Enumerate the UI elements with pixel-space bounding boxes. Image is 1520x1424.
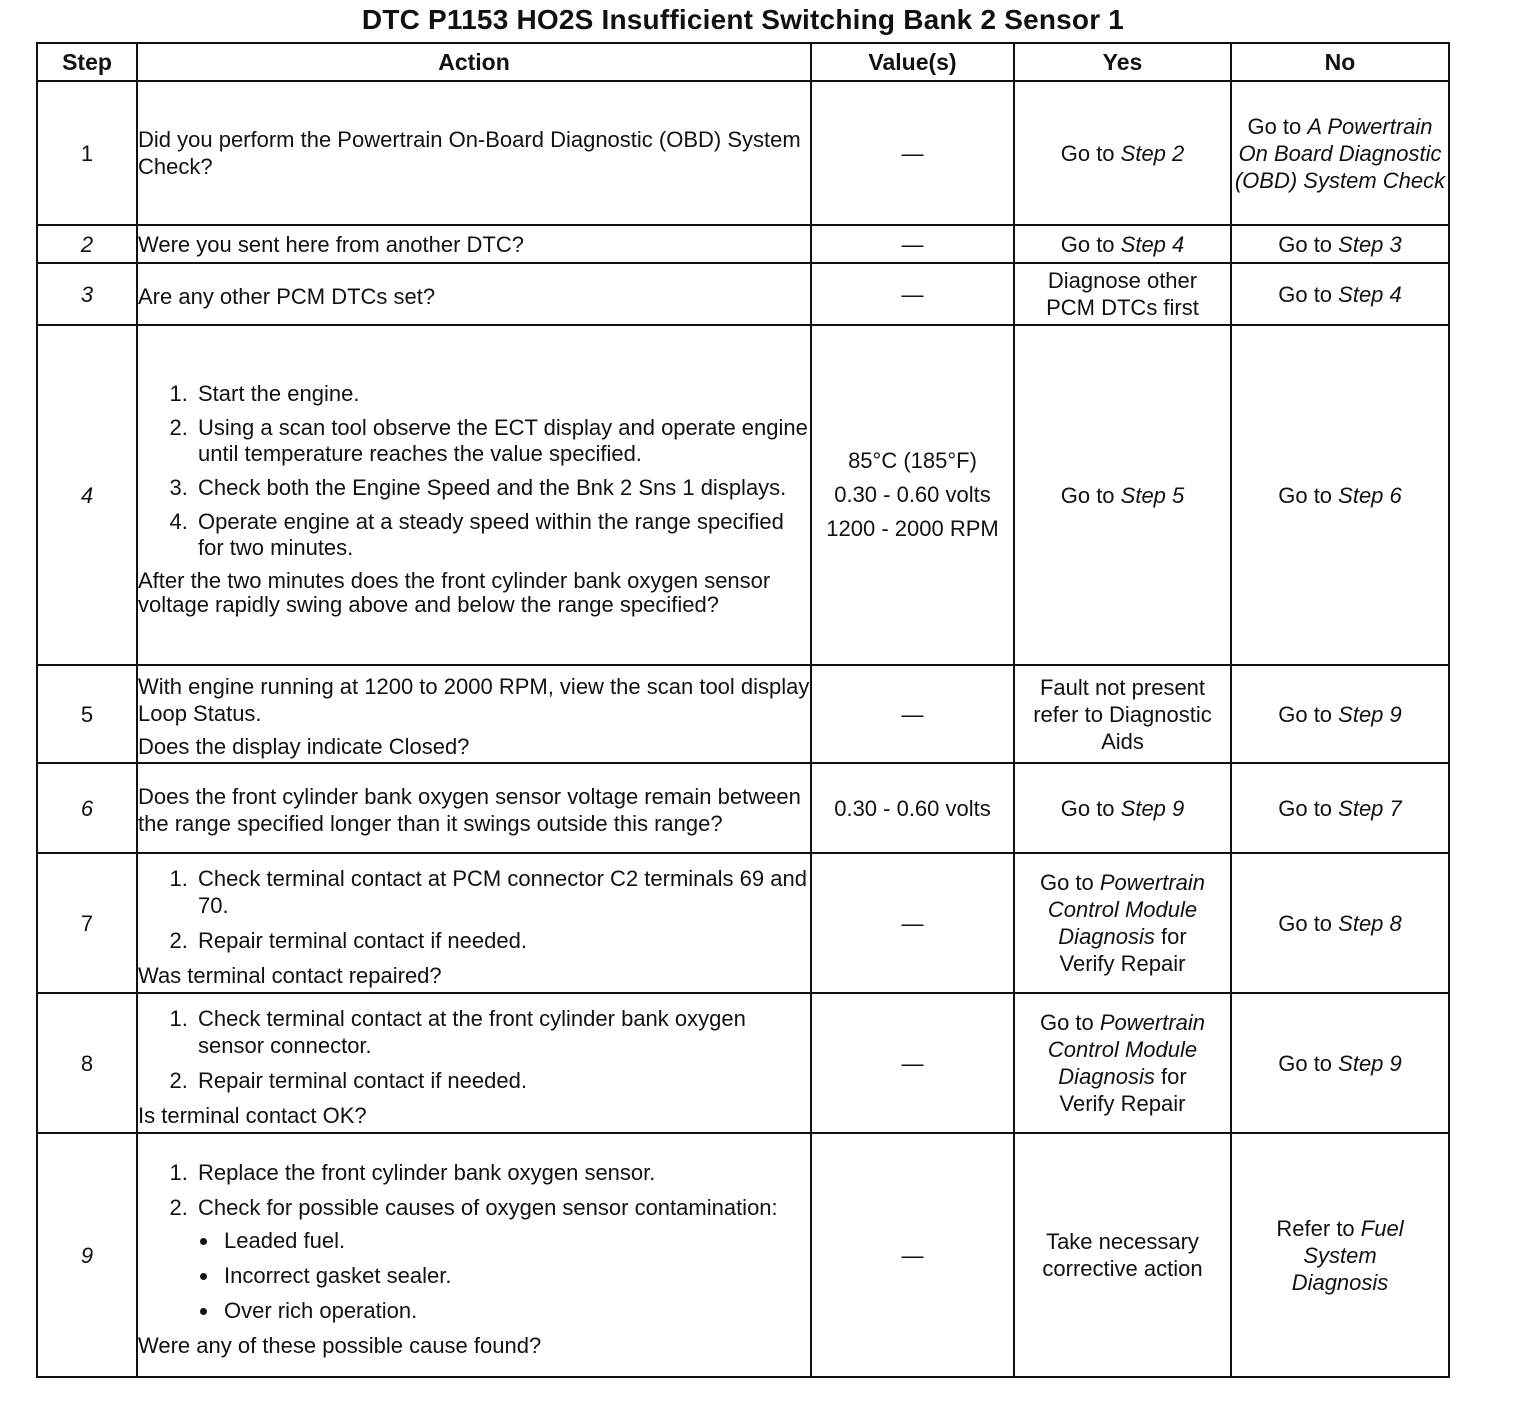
table-row-step-7 <box>37 853 1449 993</box>
step-number: 5 <box>37 665 137 763</box>
table-row-step-4 <box>37 325 1449 665</box>
list-item: 2. Using a scan tool observe the ECT display and operate engine until temperature reaches the value specified. <box>194 415 810 467</box>
step-number: 1 <box>37 81 137 225</box>
list-item: • Leaded fuel. <box>220 1227 810 1254</box>
action-cell <box>137 263 811 325</box>
yes-cell: Go to Powertrain Control Module Diagnosis for Verify Repair <box>1014 993 1231 1133</box>
action-question: Did you perform the Powertrain On-Board Diagnostic (OBD) System Check? <box>138 127 801 179</box>
list-item: 2. Repair terminal contact if needed. <box>194 1067 810 1094</box>
no-cell: Refer to Fuel System Diagnosis <box>1231 1133 1449 1377</box>
value-cell <box>811 325 1014 665</box>
list-item: 1. Check terminal contact at the front cylinder bank oxygen sensor connector. <box>194 1005 810 1059</box>
diagnostic-table <box>36 42 1450 1378</box>
header-yes: Yes <box>1014 43 1231 81</box>
action-cell <box>137 225 811 263</box>
no-cell: Go to Step 7 <box>1231 763 1449 853</box>
action-steps-list <box>138 1005 810 1094</box>
header-step: Step <box>37 43 137 81</box>
header-action: Action <box>137 43 811 81</box>
table-row-step-3 <box>37 263 1449 325</box>
page-title: DTC P1153 HO2S Insufficient Switching Bank 2 Sensor 1 <box>361 4 1125 35</box>
value-cell: — <box>811 1133 1014 1377</box>
list-item: 1. Start the engine. <box>194 381 810 407</box>
value-voltage: 0.30 - 0.60 volts <box>834 482 991 507</box>
no-cell: Go to Step 3 <box>1231 225 1449 263</box>
step-number: 6 <box>37 763 137 853</box>
action-question: After the two minutes does the front cylinder bank oxygen sensor voltage rapidly swing above and below the range specified? <box>138 568 771 617</box>
list-item: • Over rich operation. <box>220 1297 810 1324</box>
list-item: 4. Operate engine at a steady speed within the range specified for two minutes. <box>194 509 810 561</box>
value-rpm: 1200 - 2000 RPM <box>826 516 999 541</box>
action-cell <box>137 81 811 225</box>
yes-cell: Go to Powertrain Control Module Diagnosis for Verify Repair <box>1014 853 1231 993</box>
value-cell: — <box>811 81 1014 225</box>
value-cell: — <box>811 225 1014 263</box>
step-number: 8 <box>37 993 137 1133</box>
yes-cell: Go to Step 4 <box>1014 225 1231 263</box>
action-cell <box>137 665 811 763</box>
action-question: Were you sent here from another DTC? <box>138 231 524 257</box>
table-row-step-2 <box>37 225 1449 263</box>
value-cell: 0.30 - 0.60 volts <box>811 763 1014 853</box>
action-cell <box>137 853 811 993</box>
contamination-causes-list <box>198 1227 810 1324</box>
table-row-step-9 <box>37 1133 1449 1377</box>
no-cell: Go to Step 8 <box>1231 853 1449 993</box>
no-cell: Go to Step 9 <box>1231 665 1449 763</box>
list-item: 2. Check for possible causes of oxygen sensor contamination: • Leaded fuel. • Incorrect gasket sealer. • Over rich operation. <box>194 1194 810 1324</box>
yes-cell: Go to Step 9 <box>1014 763 1231 853</box>
action-instruction: With engine running at 1200 to 2000 RPM, view the scan tool display Loop Status. <box>138 673 810 726</box>
action-question: Does the display indicate Closed? <box>138 733 470 759</box>
action-steps-list <box>138 865 810 954</box>
action-question: Were any of these possible cause found? <box>138 1333 542 1358</box>
no-cell: Go to Step 9 <box>1231 993 1449 1133</box>
no-cell: Go to Step 4 <box>1231 263 1449 325</box>
list-item: 3. Check both the Engine Speed and the Bnk 2 Sns 1 displays. <box>194 475 810 501</box>
list-item: 1. Check terminal contact at PCM connector C2 terminals 69 and 70. <box>194 865 810 919</box>
table-row-step-1 <box>37 81 1449 225</box>
value-cell: — <box>811 993 1014 1133</box>
yes-cell: Go to Step 5 <box>1014 325 1231 665</box>
value-cell: — <box>811 263 1014 325</box>
value-temperature: 85°C (185°F) <box>848 448 977 473</box>
yes-cell: Diagnose other PCM DTCs first <box>1014 263 1231 325</box>
step-number: 3 <box>37 263 137 325</box>
no-cell: Go to A Powertrain On Board Diagnostic (OBD) System Check <box>1231 81 1449 225</box>
yes-cell: Go to Step 2 <box>1014 81 1231 225</box>
action-steps-list <box>138 381 810 561</box>
action-question: Are any other PCM DTCs set? <box>138 283 436 309</box>
table-row-step-8 <box>37 993 1449 1133</box>
no-cell: Go to Step 6 <box>1231 325 1449 665</box>
action-steps-list <box>138 1159 810 1324</box>
step-number: 2 <box>37 225 137 263</box>
action-cell <box>137 1133 811 1377</box>
table-row-step-5 <box>37 665 1449 763</box>
table-row-step-6 <box>37 763 1449 853</box>
action-question: Does the front cylinder bank oxygen sensor voltage remain between the range specified longer than it swings outside this range? <box>138 784 801 836</box>
list-item: 1. Replace the front cylinder bank oxygen sensor. <box>194 1159 810 1186</box>
yes-cell: Fault not present refer to Diagnostic Aids <box>1014 665 1231 763</box>
action-question: Was terminal contact repaired? <box>138 963 442 988</box>
header-values: Value(s) <box>811 43 1014 81</box>
yes-cell: Take necessary corrective action <box>1014 1133 1231 1377</box>
table-header-row <box>37 43 1449 81</box>
step-number: 9 <box>37 1133 137 1377</box>
value-cell: — <box>811 853 1014 993</box>
header-no: No <box>1231 43 1449 81</box>
value-cell: — <box>811 665 1014 763</box>
step-number: 7 <box>37 853 137 993</box>
action-cell <box>137 993 811 1133</box>
action-cell <box>137 763 811 853</box>
list-item: 2. Repair terminal contact if needed. <box>194 927 810 954</box>
list-item: • Incorrect gasket sealer. <box>220 1262 810 1289</box>
action-cell <box>137 325 811 665</box>
step-number: 4 <box>37 325 137 665</box>
action-question: Is terminal contact OK? <box>138 1103 367 1128</box>
